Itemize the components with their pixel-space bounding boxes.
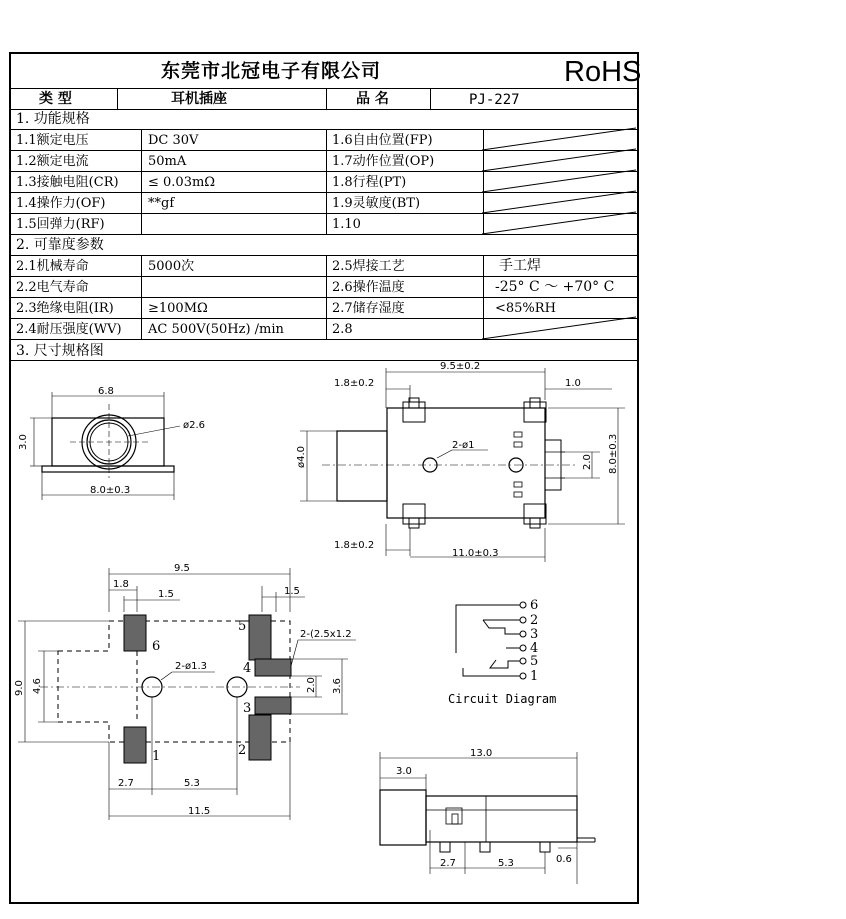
circuit-pin-label: 4 [530, 641, 539, 656]
dim-side-length: 13.0 [470, 748, 493, 759]
dim-pcb-d2: 5.3 [184, 778, 200, 789]
circuit-pin-label: 2 [530, 613, 539, 628]
dim-side-t: 0.6 [556, 854, 572, 865]
spec-label: 2.8 [332, 322, 353, 337]
section1-title: 1. 功能规格 [16, 111, 90, 127]
spec-value: ≥100MΩ [148, 301, 208, 316]
pad-label: 4 [243, 661, 252, 676]
spec-label: 1.10 [332, 217, 361, 232]
dim-front-base: 8.0±0.3 [90, 485, 131, 496]
spec-label: 1.2额定电流 [16, 154, 89, 169]
circuit-caption: Circuit Diagram [448, 692, 557, 706]
spec-label: 1.1额定电压 [16, 133, 89, 148]
dim-front-width: 6.8 [98, 386, 114, 397]
pad-label: 3 [243, 701, 252, 716]
spec-label: 1.8行程(PT) [332, 175, 407, 190]
dim-top-length: 9.5±0.2 [440, 361, 481, 372]
dim-top-total: 11.0±0.3 [452, 548, 499, 559]
spec-label: 2.2电气寿命 [16, 280, 89, 295]
spec-label: 2.5焊接工艺 [332, 259, 405, 274]
pad-label: 1 [152, 749, 161, 764]
spec-label: 1.4操作力(OF) [16, 196, 106, 211]
type-label: 类 型 [39, 91, 72, 107]
spec-value: **gf [148, 196, 175, 211]
dim-pcb-length: 9.5 [174, 563, 190, 574]
dim-side-d2: 5.3 [498, 858, 514, 869]
circuit-pin-label: 6 [530, 598, 539, 613]
spec-value: 手工焊 [499, 258, 541, 274]
dim-pcb-height: 9.0 [14, 680, 25, 696]
dim-top-hole: 2-ø1 [452, 440, 475, 451]
dim-pcb-total: 11.5 [188, 806, 211, 817]
type-value: 耳机插座 [171, 91, 227, 107]
dim-top-edge: 1.0 [565, 378, 581, 389]
dim-front-height: 3.0 [18, 434, 29, 450]
dim-side-a: 3.0 [396, 766, 412, 777]
section2-title: 2. 可靠度参数 [16, 237, 104, 253]
spec-label: 2.6操作温度 [332, 280, 405, 295]
circuit-pin-label: 5 [530, 654, 539, 669]
circuit-pin-label: 3 [530, 627, 539, 642]
spec-label: 2.3绝缘电阻(IR) [16, 301, 114, 316]
circuit-pin-label: 1 [530, 669, 539, 684]
dim-pcb-b: 1.5 [158, 589, 174, 600]
spec-value: <85%RH [495, 301, 556, 316]
dim-top-pin-left: 1.8±0.2 [334, 378, 375, 389]
spec-value: DC 30V [148, 133, 199, 148]
dim-side-d1: 2.7 [440, 858, 456, 869]
dim-pcb-height2: 4.6 [32, 678, 43, 694]
spec-value: AC 500V(50Hz) /min [148, 322, 284, 337]
spec-value: 5000次 [148, 259, 195, 274]
dim-pcb-hole: 2-ø1.3 [175, 661, 207, 672]
dim-pcb-gap: 2.0 [306, 677, 317, 693]
dim-top-gap: 2.0 [582, 454, 593, 470]
section3-title: 3. 尺寸规格图 [16, 343, 104, 359]
pad-label: 6 [152, 639, 161, 654]
pad-label: 2 [238, 743, 247, 758]
spec-label: 1.6自由位置(FP) [332, 133, 433, 148]
dim-pcb-d1: 2.7 [118, 778, 134, 789]
dim-pcb-height3: 3.6 [332, 678, 343, 694]
product-label: 品 名 [356, 91, 389, 107]
spec-label: 1.3接触电阻(CR) [16, 175, 119, 190]
product-value: PJ-227 [469, 92, 520, 108]
dim-top-dia: ø4.0 [296, 445, 307, 468]
spec-label: 2.4耐压强度(WV) [16, 322, 122, 337]
dim-top-pin-left2: 1.8±0.2 [334, 540, 375, 551]
company-name: 东莞市北冠电子有限公司 [161, 60, 382, 82]
spec-value: 50mA [148, 154, 187, 169]
spec-label: 2.1机械寿命 [16, 259, 89, 274]
spec-label: 1.7动作位置(OP) [332, 154, 435, 169]
pad-label: 5 [238, 619, 247, 634]
spec-label: 1.9灵敏度(BT) [332, 196, 421, 211]
spec-value: -25° C ～ +70° C [495, 279, 615, 295]
spec-value: ≤ 0.03mΩ [148, 175, 216, 190]
dim-top-width: 8.0±0.3 [608, 433, 619, 474]
dim-pcb-pad: 2-(2.5x1.2 [300, 629, 352, 640]
spec-label: 1.5回弹力(RF) [16, 217, 105, 232]
dim-pcb-a: 1.8 [113, 579, 129, 590]
dim-front-dia: ø2.6 [183, 420, 206, 431]
rohs-mark: RoHS [564, 56, 642, 88]
dim-pcb-c: 1.5 [284, 586, 300, 597]
spec-label: 2.7储存湿度 [332, 301, 405, 316]
